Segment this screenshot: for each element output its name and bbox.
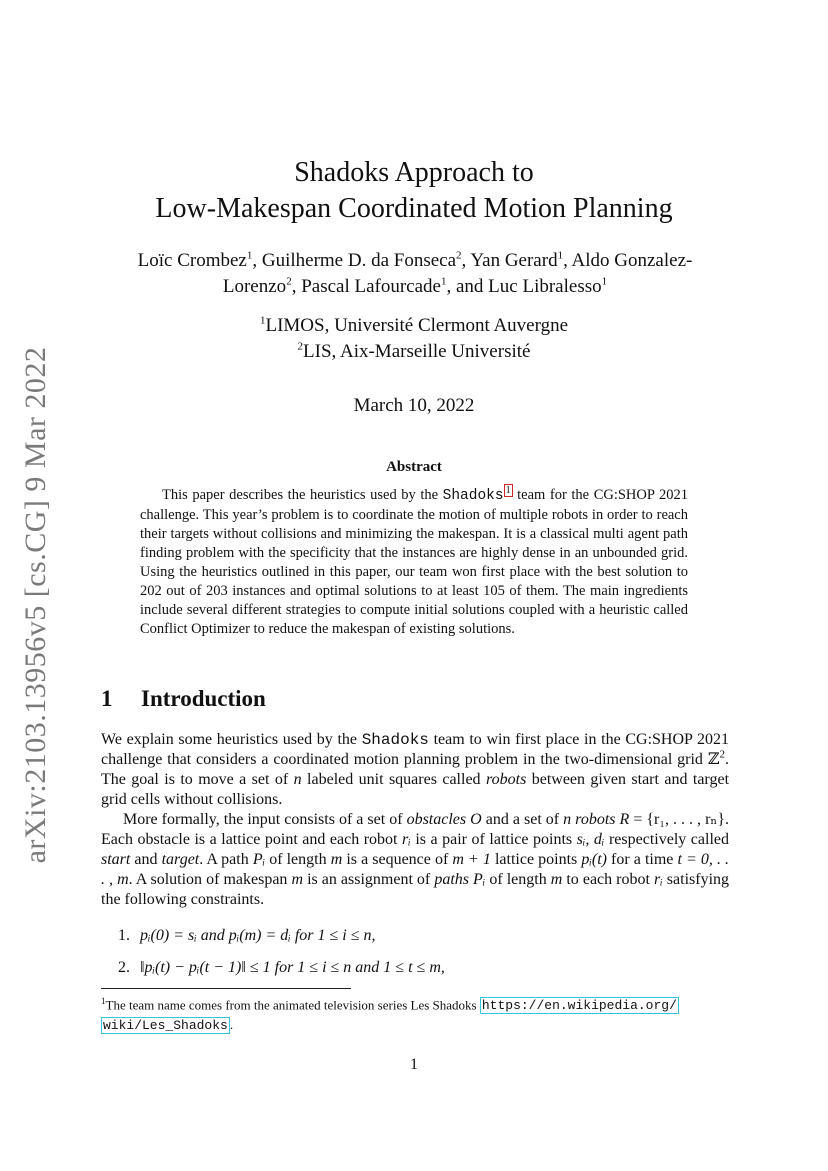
footnote-divider bbox=[101, 988, 351, 989]
text: . A path bbox=[199, 851, 253, 868]
arxiv-identifier-text: arXiv:2103.13956v5 [cs.CG] 9 Mar 2022 bbox=[19, 346, 52, 864]
text: between given start and target grid cells without collisions. bbox=[101, 771, 730, 808]
section-title: Introduction bbox=[141, 686, 266, 711]
author-affiliation-mark: 1 bbox=[557, 249, 564, 262]
footnote-link[interactable]: 1 bbox=[505, 485, 511, 497]
text: More formally, the input consists of a set of bbox=[123, 811, 407, 828]
footnote-text: The team name comes from the animated television series Les Shadoks bbox=[105, 997, 480, 1013]
emphasis: paths Pᵢ bbox=[434, 871, 486, 888]
abstract-text: This paper describes the heuristics used by the bbox=[162, 487, 443, 503]
text: and a set of bbox=[481, 811, 564, 828]
text: to each robot bbox=[562, 871, 654, 888]
text: labeled unit squares called bbox=[301, 771, 486, 788]
author-separator-and: , and bbox=[446, 276, 489, 297]
page-number: 1 bbox=[410, 1056, 418, 1073]
intro-paragraph-2 bbox=[101, 810, 729, 910]
list-number: 2. bbox=[118, 959, 130, 976]
author-name: Aldo Gonzalez-Lorenzo bbox=[222, 250, 693, 297]
team-name: Shadoks bbox=[442, 488, 504, 504]
author-list bbox=[110, 248, 720, 300]
title-line-2: Low-Makespan Coordinated Motion Planning bbox=[155, 193, 673, 224]
author-affiliation-mark: 1 bbox=[601, 275, 608, 288]
affiliation-name: LIS, Aix-Marseille Université bbox=[303, 341, 531, 362]
emphasis: robots bbox=[485, 771, 527, 788]
constraint-list bbox=[118, 926, 728, 990]
author-affiliation-mark: 1 bbox=[246, 249, 253, 262]
math-var: m bbox=[291, 871, 304, 888]
footnote bbox=[101, 992, 731, 1035]
text: for a time bbox=[606, 851, 678, 868]
math-var: m + 1 bbox=[452, 851, 491, 868]
math-var: rᵢ bbox=[654, 871, 663, 888]
affiliation bbox=[0, 313, 828, 339]
text: We explain some heuristics used by the bbox=[101, 731, 362, 748]
constraint-text: ‖pᵢ(t) − pᵢ(t − 1)‖ ≤ 1 for 1 ≤ i ≤ n and 1 ≤ t ≤ m, bbox=[140, 959, 445, 976]
superscript: 2 bbox=[719, 748, 725, 761]
list-item bbox=[118, 926, 728, 946]
author-name: Loïc Crombez bbox=[137, 250, 247, 271]
author-affiliation-mark: 2 bbox=[456, 249, 462, 262]
author-name: Luc Libralesso bbox=[488, 276, 602, 297]
footnote-url-link[interactable]: https://en.wikipedia.org/ bbox=[481, 998, 677, 1014]
text: . A solution of makespan bbox=[128, 871, 292, 888]
math-var: sᵢ, dᵢ bbox=[576, 831, 605, 848]
paper-date: March 10, 2022 bbox=[353, 395, 475, 416]
abstract-heading: Abstract bbox=[386, 459, 442, 475]
author-affiliation-mark: 2 bbox=[286, 275, 292, 288]
author-affiliation-mark: 1 bbox=[440, 275, 447, 288]
text: of length bbox=[265, 851, 331, 868]
math-var: t = 0, . . . , m bbox=[101, 851, 730, 888]
emphasis: target bbox=[161, 851, 200, 868]
text: lattice points bbox=[490, 851, 582, 868]
intro-paragraph-1 bbox=[101, 730, 729, 810]
arxiv-identifier-stamp bbox=[8, 346, 64, 864]
author-name: Yan Gerard bbox=[470, 250, 558, 271]
author-separator: , bbox=[252, 250, 262, 271]
title-line-1: Shadoks Approach to bbox=[294, 157, 534, 188]
footnote-end: . bbox=[229, 1017, 234, 1033]
affiliation-list bbox=[0, 313, 828, 365]
emphasis: n robots R bbox=[563, 811, 630, 828]
emphasis: start bbox=[101, 851, 131, 868]
list-item bbox=[118, 958, 728, 978]
footnote-url-link-continued[interactable]: wiki/Les_Shadoks bbox=[103, 1018, 228, 1034]
author-name: Guilherme D. da Fonseca bbox=[261, 250, 457, 271]
paper-title bbox=[0, 155, 828, 227]
math-var: m bbox=[550, 871, 563, 888]
affiliation-name: LIMOS, Université Clermont Auvergne bbox=[265, 315, 569, 336]
author-separator: , bbox=[563, 250, 572, 271]
math-var: n bbox=[293, 771, 302, 788]
emphasis: obstacles O bbox=[406, 811, 482, 828]
abstract-body bbox=[140, 486, 688, 639]
author-separator: , bbox=[291, 276, 302, 297]
math-var: pᵢ(t) bbox=[581, 851, 607, 868]
text: team to win first place in the CG:SHOP 2021 challenge that considers a coordinated motion planning problem in the two-dimensional grid ℤ bbox=[101, 731, 729, 768]
author-separator: , bbox=[461, 250, 471, 271]
intro-body bbox=[101, 730, 729, 910]
math-var: Pᵢ bbox=[252, 851, 266, 868]
affiliation bbox=[0, 339, 828, 365]
text: . The goal is to move a set of bbox=[101, 751, 729, 788]
list-number: 1. bbox=[118, 927, 130, 944]
team-name: Shadoks bbox=[361, 731, 429, 749]
section-number: 1 bbox=[101, 686, 113, 711]
author-name: Pascal Lafourcade bbox=[301, 276, 441, 297]
math-var: m bbox=[330, 851, 343, 868]
footnote-mark: 1 bbox=[101, 996, 106, 1006]
affiliation-number: 2 bbox=[297, 340, 304, 353]
section-heading bbox=[101, 686, 266, 712]
text: is an assignment of bbox=[303, 871, 435, 888]
text: = {r₁, . . . , rₙ}. Each obstacle is a lattice point and each robot bbox=[101, 811, 730, 848]
text: is a sequence of bbox=[342, 851, 453, 868]
text: respectively called bbox=[604, 831, 729, 848]
text: is a pair of lattice points bbox=[410, 831, 577, 848]
text: satisfying the following constraints. bbox=[101, 871, 730, 908]
text: and bbox=[130, 851, 162, 868]
text: of length bbox=[485, 871, 551, 888]
abstract-paragraph bbox=[140, 486, 688, 639]
affiliation-number: 1 bbox=[259, 314, 266, 327]
constraint-text: pᵢ(0) = sᵢ and pᵢ(m) = dᵢ for 1 ≤ i ≤ n, bbox=[140, 927, 376, 944]
math-var: rᵢ bbox=[402, 831, 411, 848]
abstract-text: team for the CG:SHOP 2021 challenge. This year’s problem is to coordinate the motion of multiple robots in order to reach their targets without collisions and minimizing the makespan. It is a classical multi agent path finding problem with the specificity that the instances are highly dense in an unbounded grid. Using the heuristics outlined in this paper, our team won first place with the best solution to 202 out of 203 instances and optimal solutions to at least 105 of them. The main ingredients include several different strategies to compute initial solutions coupled with a heuristic called Conflict Optimizer to reduce the makespan of existing solutions. bbox=[140, 487, 688, 637]
